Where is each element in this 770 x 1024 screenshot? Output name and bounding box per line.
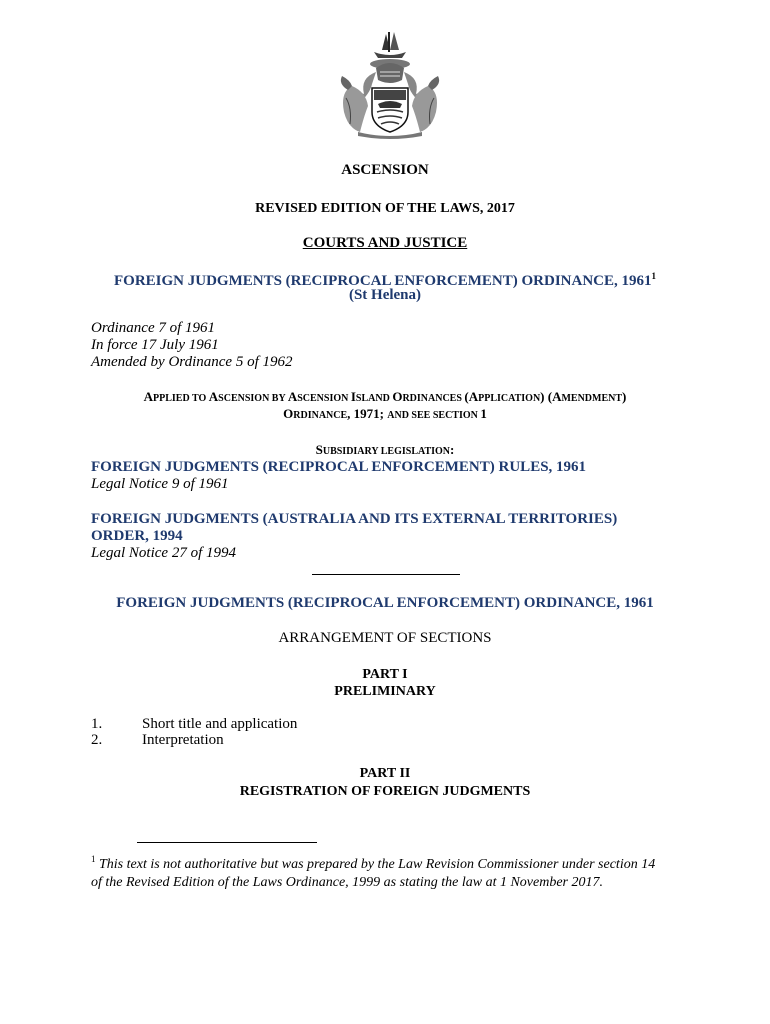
coat-of-arms-icon	[330, 28, 450, 140]
small-caps-run: A	[208, 389, 219, 404]
footnote-rule	[137, 842, 317, 843]
applied-line-2	[0, 405, 770, 424]
ordinance-origin: (St Helena)	[348, 287, 422, 303]
small-caps-run: ) (A	[540, 389, 562, 404]
footnote-line-1: This text is not authoritative but was prepared by the Law Revision Commissioner under section 14	[99, 857, 656, 872]
arrangement-ordinance-title: FOREIGN JUDGMENTS (RECIPROCAL ENFORCEMENT) ORDINANCE, 1961	[116, 595, 654, 611]
subsidiary-legislation-heading	[0, 441, 770, 460]
ordinance-history	[91, 320, 292, 371]
history-line: In force 17 July 1961	[91, 337, 219, 353]
small-caps-run: PPLICATION	[478, 393, 541, 404]
title-footnote-ref: 1	[651, 271, 657, 281]
small-caps-run: :	[450, 442, 455, 457]
small-caps-run: PPLIED TO	[153, 393, 209, 404]
subsidiary-title-2-line2: ORDER, 1994	[91, 528, 183, 544]
jurisdiction-heading: ASCENSION	[341, 162, 429, 178]
small-caps-run: )	[622, 389, 627, 404]
part-1-number: PART I	[362, 667, 408, 682]
small-caps-run: MENDMENT	[561, 393, 623, 404]
small-caps-run: AND SEE SECTION	[387, 410, 481, 421]
small-caps-run: RDINANCES	[402, 393, 465, 404]
small-caps-run: (A	[464, 389, 479, 404]
small-caps-run: , 1971;	[347, 406, 388, 421]
small-caps-run: SCENSION	[297, 393, 351, 404]
section-1-number: 1.	[91, 716, 103, 732]
history-line: Amended by Ordinance 5 of 1962	[91, 354, 293, 370]
section-2-number: 2.	[91, 732, 103, 748]
history-line: Ordinance 7 of 1961	[91, 320, 216, 336]
small-caps-run: A	[287, 389, 298, 404]
subsidiary-title-2-line1: FOREIGN JUDGMENTS (AUSTRALIA AND ITS EXTERNAL TERRITORIES)	[91, 511, 618, 527]
part-2-number: PART II	[359, 766, 411, 781]
small-caps-run: O	[283, 406, 294, 421]
part-2-title: REGISTRATION OF FOREIGN JUDGMENTS	[239, 784, 531, 799]
small-caps-run: I	[350, 389, 356, 404]
separator-rule	[312, 574, 460, 575]
part-1-title: PRELIMINARY	[334, 684, 436, 699]
small-caps-run: UBSIDIARY LEGISLATION	[322, 446, 451, 457]
section-1-title: Short title and application	[142, 716, 298, 732]
small-caps-run: 1	[480, 406, 487, 421]
subsidiary-notice-1: Legal Notice 9 of 1961	[91, 476, 229, 492]
section-2-title: Interpretation	[142, 732, 224, 748]
small-caps-run: SLAND	[355, 393, 393, 404]
small-caps-run: SCENSION BY	[218, 393, 288, 404]
small-caps-run: A	[143, 389, 154, 404]
ordinance-main-title-text: FOREIGN JUDGMENTS (RECIPROCAL ENFORCEMENT) ORDINANCE, 1961	[113, 273, 652, 289]
small-caps-run: RDINANCE	[293, 410, 348, 421]
arrangement-heading: ARRANGEMENT OF SECTIONS	[278, 630, 492, 646]
edition-heading: REVISED EDITION OF THE LAWS, 2017	[255, 201, 515, 216]
subsidiary-notice-2: Legal Notice 27 of 1994	[91, 545, 236, 561]
footnote	[91, 850, 691, 892]
small-caps-run: O	[392, 389, 403, 404]
category-heading: COURTS AND JUSTICE	[302, 235, 468, 251]
footnote-number: 1	[91, 854, 96, 864]
subsidiary-title-1: FOREIGN JUDGMENTS (RECIPROCAL ENFORCEMENT) RULES, 1961	[91, 459, 587, 475]
small-caps-run: S	[315, 442, 323, 457]
footnote-line-2: of the Revised Edition of the Laws Ordinance, 1999 as stating the law at 1 November 2017.	[91, 875, 603, 890]
